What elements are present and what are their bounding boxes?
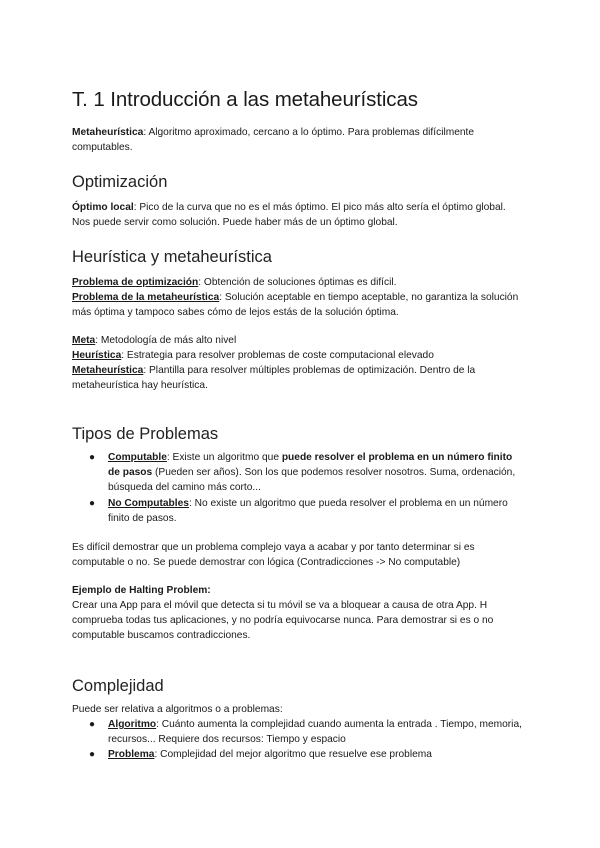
optimizacion-text: : Pico de la curva que no es el más óptimo. El pico más alto sería el óptimo global. Nos puede servir como solución. Puede haber más de un óptimo global. xyxy=(72,202,506,228)
metaheur-text: : Plantilla para resolver múltiples problemas de optimización. Dentro de la metaheurística hay heurística. xyxy=(72,365,476,391)
intro-paragraph xyxy=(72,125,524,155)
meta-term: Meta xyxy=(72,335,96,346)
list-item-computable xyxy=(72,450,524,495)
computable-text-b: (Pueden ser años). Son los que podemos resolver nosotros. Suma, ordenación, búsqueda del camino más corto... xyxy=(108,467,516,493)
example-title: Ejemplo de Halting Problem: xyxy=(72,585,211,596)
problema-term: Problema xyxy=(108,749,155,760)
computable-term: Computable xyxy=(108,452,167,463)
def2-text: : Solución aceptable en tiempo aceptable, no garantiza la solución más óptima y tampoco sabes cómo de lejos estás de la solución óptima. xyxy=(72,292,519,318)
bullet-icon: ● xyxy=(89,452,96,463)
list-item-no-computables xyxy=(72,496,524,526)
def1-term: Problema de optimización xyxy=(72,277,199,288)
meta-text: : Metodología de más alto nivel xyxy=(95,335,237,346)
bullet-icon: ● xyxy=(89,719,96,730)
tipos-paragraph: Es difícil demostrar que un problema complejo vaya a acabar y por tanto determinar si es computable o no. Se puede demostrar con lógica (Contradicciones -> No computable) xyxy=(72,542,475,568)
algoritmo-term: Algoritmo xyxy=(108,719,157,730)
computable-text-a: : Existe un algoritmo que xyxy=(166,452,282,463)
heading-heuristica: Heurística y metaheurística xyxy=(72,248,272,266)
computable-bold: puede resolver el problema en un número finito de pasos xyxy=(108,452,513,478)
def1-text: : Obtención de soluciones óptimas es difícil. xyxy=(198,277,397,288)
heading-tipos: Tipos de Problemas xyxy=(72,425,219,443)
algoritmo-text: : Cuánto aumenta la complejidad cuando aumenta la entrada . Tiempo, memoria, recursos... Requiere dos recursos: Tiempo y espacio xyxy=(108,719,522,745)
metaheur-term: Metaheurística xyxy=(72,365,144,376)
heuristica-def1 xyxy=(72,275,524,290)
example-text: Crear una App para el móvil que detecta si tu móvil se va a bloquear a causa de otra App. H comprueba todas tus aplicaciones, y no podría equivocarse nunca. Para demostrar si es o no computable buscamos contradicciones. xyxy=(72,600,494,641)
problema-text: : Complejidad del mejor algoritmo que resuelve ese problema xyxy=(154,749,432,760)
meta-def xyxy=(72,333,524,348)
intro-text: : Algoritmo aproximado, cercano a lo óptimo. Para problemas difícilmente computables. xyxy=(72,127,475,153)
heading-complejidad: Complejidad xyxy=(72,677,164,695)
def2-term: Problema de la metaheurística xyxy=(72,292,220,303)
no-computables-text: : No existe un algoritmo que pueda resolver el problema en un número finito de pasos. xyxy=(108,498,508,524)
no-computables-term: No Computables xyxy=(108,498,189,509)
complejidad-intro: Puede ser relativa a algoritmos o a problemas: xyxy=(72,704,283,715)
list-item-problema xyxy=(72,747,524,762)
complejidad-list xyxy=(72,717,524,762)
heur-def xyxy=(72,348,524,363)
intro-term: Metaheurística xyxy=(72,127,144,138)
page-title: T. 1 Introducción a las metaheurísticas xyxy=(72,88,418,111)
list-item-algoritmo xyxy=(72,717,524,747)
optimizacion-term: Óptimo local xyxy=(72,202,134,213)
heading-optimizacion: Optimización xyxy=(72,173,168,191)
bullet-icon: ● xyxy=(89,498,96,509)
heur-term: Heurística xyxy=(72,350,122,361)
bullet-icon: ● xyxy=(89,749,96,760)
heuristica-def2 xyxy=(72,290,524,320)
metaheur-def xyxy=(72,363,524,393)
tipos-list xyxy=(72,450,524,526)
optimizacion-paragraph xyxy=(72,200,524,230)
heur-text: : Estrategia para resolver problemas de coste computacional elevado xyxy=(121,350,434,361)
